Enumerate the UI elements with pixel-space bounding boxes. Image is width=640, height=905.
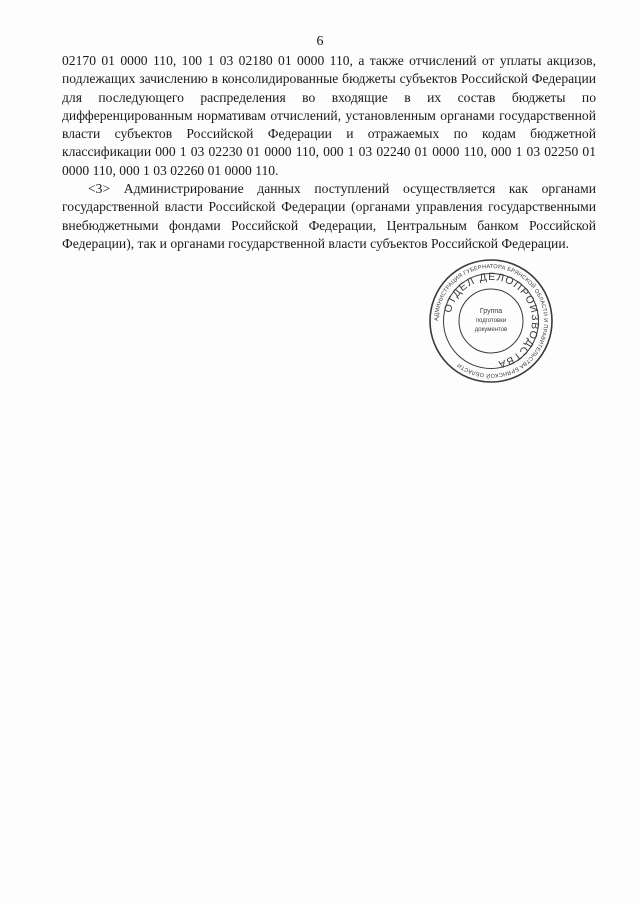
stamp-inner-text: ОТДЕЛ ДЕЛОПРОИЗВОДСТВА bbox=[441, 270, 542, 371]
stamp-outer-text: АДМИНИСТРАЦИЯ ГУБЕРНАТОРА БРЯНСКОЙ ОБЛАСТИ И ПРАВИТЕЛЬСТВА БРЯНСКОЙ ОБЛАСТИ bbox=[433, 263, 549, 379]
stamp-center-line-1: Группа bbox=[479, 308, 503, 315]
official-stamp bbox=[428, 258, 554, 384]
paragraph-continuation: 02170 01 0000 110, 100 1 03 02180 01 0000 110, а также отчислений от уплаты акцизов, подлежащих зачислению в консолидированные бюджеты субъектов Российской Федерации для последующего распределения во входящие в их состав бюджеты по дифференцированным нормативам отчислений, установленным органами государственной власти субъектов Российской Федерации и отражаемых по кодам бюджетной классификации 000 1 03 02230 01 0000 110, 000 1 03 02240 01 0000 110, 000 1 03 02250 01 0000 110, 000 1 03 02260 01 0000 110. bbox=[62, 53, 596, 178]
page-number: 6 bbox=[316, 34, 324, 49]
document-body bbox=[62, 52, 596, 253]
stamp-seal bbox=[428, 258, 554, 384]
stamp-center-line-2: подготовки bbox=[475, 318, 507, 324]
paragraph-footnote-3: <3> Администрирование данных поступлений осуществляется как органами государственной власти Российской Федерации (органами управления государственными внебюджетными фондами Российской Федерации, Центральным банком Российской Федерации), так и органами государственной власти субъектов Российской Федерации. bbox=[62, 181, 596, 251]
stamp-center-line-3: документов bbox=[474, 327, 508, 333]
